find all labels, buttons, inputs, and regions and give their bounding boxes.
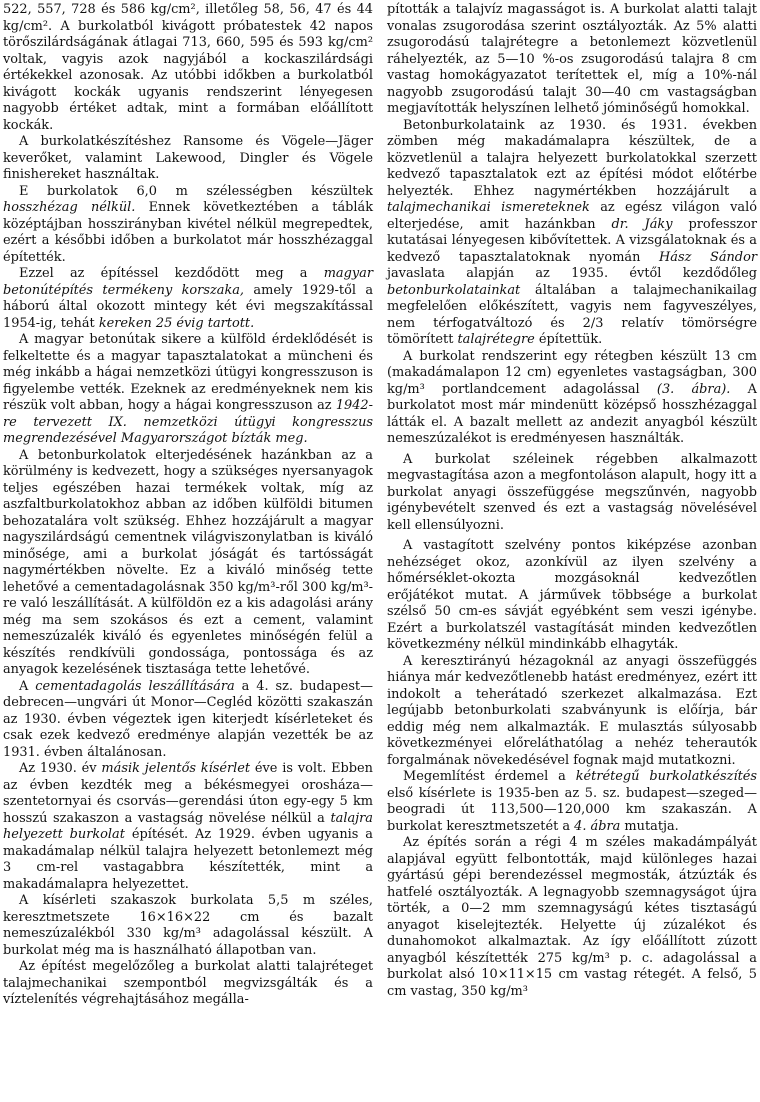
body-text: Megemlítést érdemel a (403, 769, 576, 784)
body-text: építését. Az 1929. évben ugyanis a makadámalap nélkül talajra helyezett betonlemezt még 3 cm-rel vastagabbra készítették, mint a makadámalapra helyezettet. (3, 827, 373, 892)
left-column (3, 2, 373, 1102)
body-text: Ennek következtében a táblák középtájban hosszirányban kivétel nélkül megrepedtek, ezért a későbbi időben a burkolatot már hosszhézaggal építették. (3, 200, 373, 265)
italic-text: kétrétegű burkolatkészítés (575, 769, 758, 784)
paragraph (387, 452, 757, 535)
italic-text: talajmechanikai ismereteknek (387, 200, 590, 215)
body-text: 522, 557, 728 és 586 kg/cm², illetőleg 58, 56, 47 és 44 kg/cm². A burkolatból kivágott próbatestek 42 napos törőszilárdságának átlagai 713, 660, 595 és 593 kg/cm² voltak, vagyis azok nagyjából a kockaszilárdsági értékekkel azonosak. Az utóbbi időkben a burkolatból kivágott kockák ugyanis rendszerint lényegesen nagyobb értéket adtak, mint a formában előállított kockák. (3, 2, 373, 133)
italic-text: dr. Jáky (611, 216, 673, 232)
paragraph (387, 654, 757, 770)
body-text: Betonburkolataink az 1930. és 1931. években zömben még makadámalapra készültek, de a közvetlenül a talajra helyezett burkolatokkal szerzett kedvező tapasztalatok ezt az építési módot előtérbe helyezték. Ehhez nagymértékben hozzájárult a (387, 117, 757, 199)
body-text: amely 1929-től a háború által okozott mintegy két évi megszakítással 1954-ig, tehát (3, 282, 373, 331)
body-text: Ezzel az építéssel kezdődött meg a (19, 266, 324, 281)
body-text: A betonburkolatok elterjedésének hazánkban az a körülmény is kedvezett, hogy a szükséges nyersanyagok teljes egészében hazai termékek voltak, míg az aszfaltburkolatokhoz abban az időben külföldi bitumen behozatalára volt szükség. Ehhez hozzájárult a magyar nagyszilárdságú cementnek világviszonylatban is kiváló minősége, ami a burkolat jóságát és tartósságát nagymértékben növelte. Ez a kiváló minőség tette lehetővé a cementadagolásnak 350 kg/m³-ről 300 kg/m³-re való leszállítását. A külföldön ez a kis adagolási arány még ma sem szokásos és ezt a cement, valamint nemeszúzalék kiváló és egyenletes minőségén felül a készítés rendkívüli gondossága, pontossága és az anyagok kezelésének tisztasága tette lehetővé. (3, 447, 373, 677)
italic-text: hosszhézag nélkül. (3, 200, 136, 215)
body-text: javaslata alapján az 1935. évtől kezdődőleg (387, 266, 757, 281)
body-text: Az építés során a régi 4 m széles makadámpályát alapjával együtt felbontották, majd különleges hazai gyártású gépi berendezéssel megmosták, átzúzták és hatfelé osztályozták. A legnagyobb szemnagyságot újra törték, a 0—2 mm szemnagyságú kétes tisztaságú anyagot kiselejtezték. Helyette új zúzalékot és dunahomokot alkalmaztak. Az így előállított zúzott anyagból készítették 275 kg/m³ p. c. adagolással a burkolat alsó 10×11×15 cm vastag rétegét. A felső, 5 cm vastag, 350 kg/m³ (387, 835, 757, 999)
paragraph (387, 2, 757, 118)
paragraph (3, 893, 373, 959)
paragraph (387, 349, 757, 448)
body-text: az egész világon való elterjedése, amit hazánkban (387, 200, 757, 232)
body-text: A burkolat széleinek régebben alkalmazott megvastagítása azon a megfontoláson alapult, hogy itt a burkolat anyagi összefüggése megszűnvén, nagyobb igénybevételt szenved és ezt a vastagság növelésével kell ellensúlyozni. (387, 451, 757, 533)
paragraph (387, 538, 757, 654)
paragraph (3, 448, 373, 679)
body-text: a 4. sz. budapest—debrecen—ungvári út Monor—Cegléd közötti szakaszán az 1930. évben végeztek igen kiterjedt kísérleteket és csak ezek kedvező eredménye alapján vezették be az 1931. évben általánosan. (3, 678, 373, 760)
body-text: A burkolatkészítéshez Ransome és Vögele—Jäger keverőket, valamint Lakewood, Dingler és Vögele finishereket használtak. (3, 134, 373, 182)
italic-text: 1942-re tervezett IX. nemzetközi útügyi kongresszus megrendezésével Magyarországot bízták meg. (3, 398, 373, 446)
italic-text: kereken 25 évig tartott. (98, 315, 255, 331)
body-text: A keresztirányú hézagoknál az anyagi összefüggés hiánya már kedvezőtlenebb hatást eredményez, ezért itt indokolt a teherátadó szerkezet alkalmazása. Ezt legújabb betonburkolati szabványunk is előírja, bár eddig még nem alkalmazták. E mulasztás súlyosabb következményei előreláthatólag a nehéz teherautók forgalmának növekedésével fognak majd mutatkozni. (387, 653, 757, 768)
italic-text: 4. ábra (574, 818, 621, 834)
paragraph (3, 332, 373, 448)
italic-text: (3. ábra). (656, 381, 731, 397)
body-text: Az 1930. év (19, 761, 102, 776)
paragraph (387, 769, 757, 835)
body-text: A burkolatot most már mindenütt középső hosszhézaggal látták el. A bazalt mellett az andezit anyagból készült nemeszúzalékot is eredményesen használták. (387, 381, 757, 446)
body-text: építettük. (534, 332, 603, 347)
body-text: professzor kutatásai lényegesen kibővítettek. A vizsgálatoknak és a kedvező tapasztalatoknak nyomán (387, 216, 758, 265)
paragraph (3, 184, 373, 267)
italic-text: magyar betonútépítés termékeny korszaka, (3, 266, 373, 298)
paragraph (3, 761, 373, 893)
body-text: éve is volt. Ebben az évben kezdték meg a békésmegyei orosháza—szentetornyai és csorvás—gerendási úton egy-egy 5 km hosszú szakaszon a vastagság növelése nélkül a (3, 761, 373, 826)
paragraph (3, 266, 373, 332)
paragraph (387, 835, 757, 1000)
body-text: A burkolat rendszerint egy rétegben készült 13 cm (makadámalapon 12 cm) egyenletes vastagságban, 300 kg/m³ portlandcement adagolással (387, 348, 757, 397)
body-text: A (19, 678, 36, 694)
paragraph (3, 2, 373, 134)
body-text: első kísérlete is 1935-ben az 5. sz. budapest—szeged—beogradi út 113,500—120,000 km szakaszán. A burkolat keresztmetszetét a (387, 785, 757, 834)
italic-text: betonburkolatainkat (387, 282, 521, 298)
body-text: E burkolatok 6,0 m szélességben készültek (19, 183, 373, 199)
body-text: A vastagított szelvény pontos kiképzése azonban nehézséget okoz, azonkívül az ilyen szelvény a hőmérséklet-okozta mozgásoknál kedvezőtlen erőjátékot mutat. A járművek többsége a burkolat szélső 50 cm-es sávját egyébként sem veszi igénybe. Ezért a burkolatszél vastagítását minden kedvezőtlen következmény nélkül mindinkább elhagyták. (387, 538, 757, 652)
italic-text: cementadagolás leszállítására (35, 678, 235, 694)
body-text: A magyar betonútak sikere a külföld érdeklődését is felkeltette és a magyar tapasztalatokat a müncheni és még inkább a hágai nemzetközi útügyi kongresszuson is figyelembe vették. Ezeknek az eredményeknek nem kis részük volt abban, hogy a hágai kongresszuson az (3, 332, 373, 413)
italic-text: Hász Sándor (659, 249, 757, 265)
body-text: Az építést megelőzőleg a burkolat alatti talajréteget talajmechanikai szempontból megvizsgálták és a víztelenítés végrehajtásához megálla- (3, 959, 373, 1007)
paragraph (3, 679, 373, 762)
paragraph (387, 118, 757, 349)
right-column (387, 2, 757, 1102)
body-text: általában a talajmechanikailag megfelelően előkészített, vagyis nem fagyveszélyes, nem térfogatváltozó és 2/3 relatív tömörségre tömörített (387, 282, 757, 347)
body-text: pították a talajvíz magasságot is. A burkolat alatti talajt vonalas zsugorodása szerint osztályozták. Az 5% alatti zsugorodású talajrétegre a betonlemezt közvetlenül ráhelyezték, az 5—10 %-os zsugorodású talajra 8 cm vastag homokágyazatot terítettek el, míg a 10%-nál nagyobb zsugorodású talajt 30—40 cm vastagságban megjavították helyszínen lelhető jóminőségű homokkal. (387, 2, 757, 116)
italic-text: másik jelentős kísérlet (101, 761, 251, 776)
body-text: mutatja. (620, 818, 679, 834)
italic-text: talajra helyezett burkolat (3, 810, 373, 842)
paragraph (3, 959, 373, 1009)
body-text: A kísérleti szakaszok burkolata 5,5 m széles, keresztmetszete 16×16×22 cm és bazalt nemeszúzalékból 330 kg/m³ adagolással készült. A burkolat még ma is használható állapotban van. (3, 893, 373, 958)
paragraph (3, 134, 373, 184)
italic-text: talajrétegre (457, 332, 535, 347)
